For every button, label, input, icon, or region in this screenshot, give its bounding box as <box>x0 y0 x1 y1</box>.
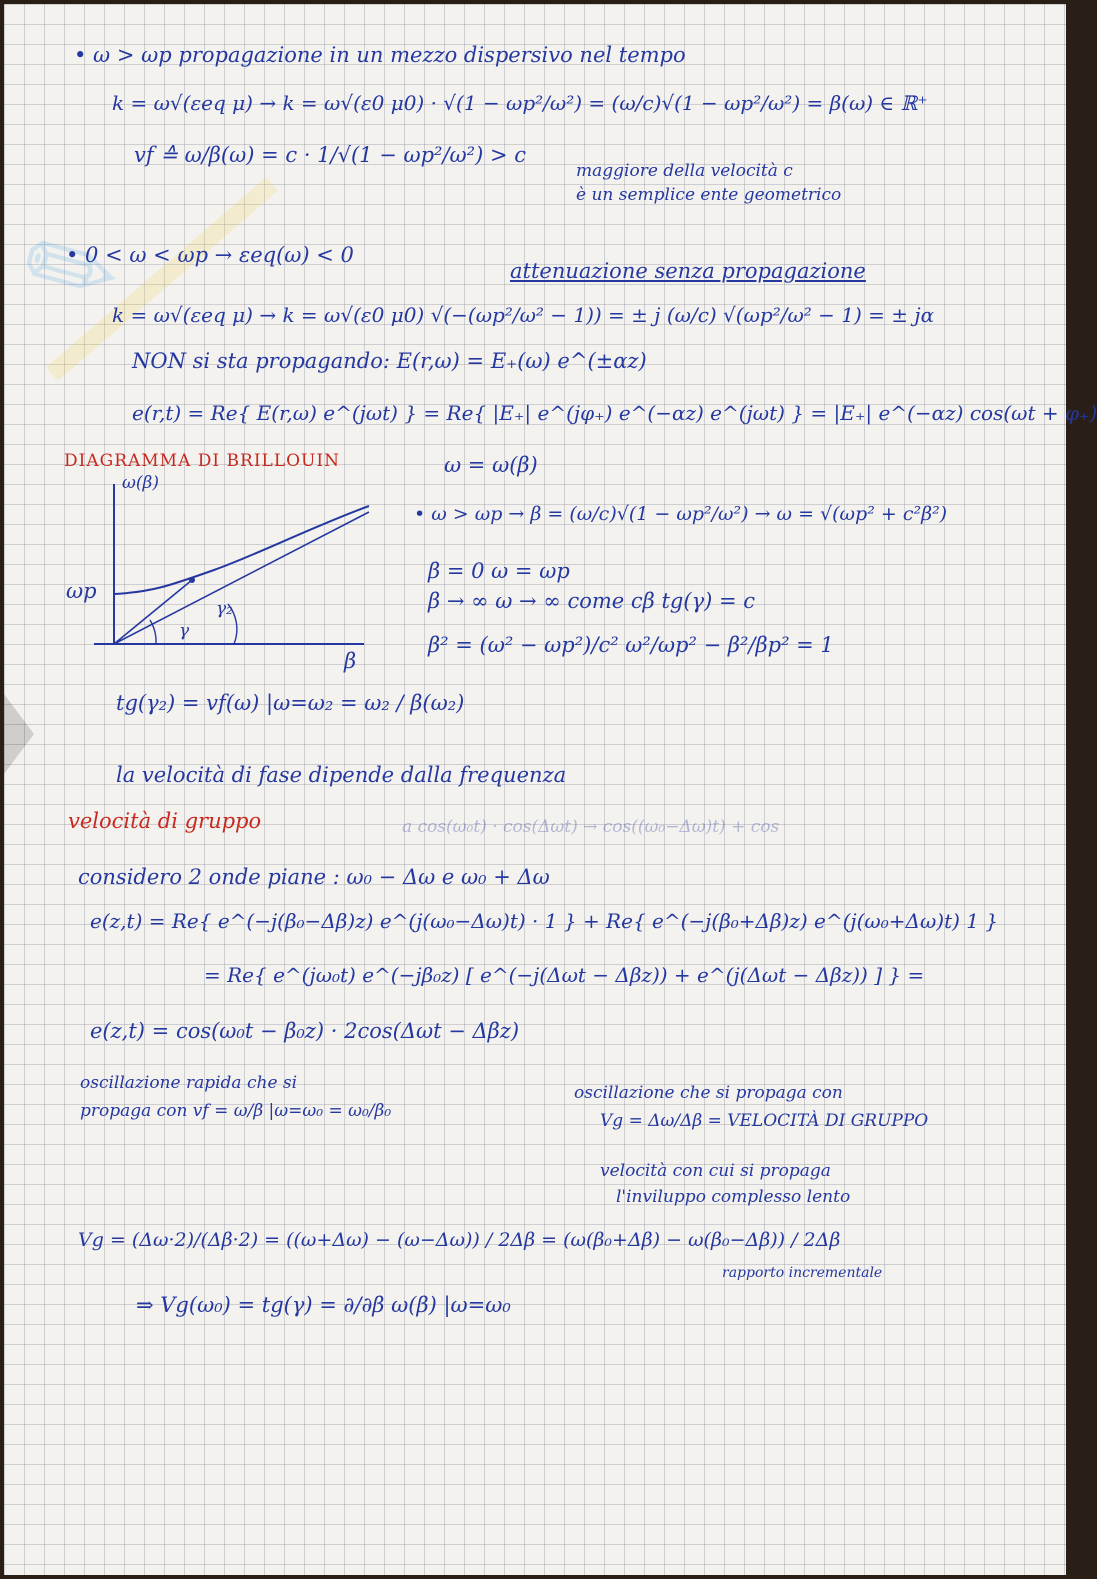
line-22b: l'inviluppo complesso lento <box>616 1187 851 1207</box>
line-3-note-b: è un semplice ente geometrico <box>576 185 842 205</box>
notebook-page <box>0 4 1097 1575</box>
line-21a: oscillazione che si propaga con <box>574 1083 843 1103</box>
section-title-brillouin: DIAGRAMMA DI BRILLOUIN <box>64 451 340 471</box>
line-7: e(r,t) = Re{ E(r,ω) e^(jωt) } = Re{ |E₊| e^(jφ₊) e^(−αz) e^(jωt) } = |E₊| e^(−αz) cos(ωt + φ₊) <box>132 401 1097 425</box>
binder-shadow <box>4 694 34 774</box>
curve-point <box>189 577 195 583</box>
line-12: β² = (ω² − ωp²)/c² ω²/ωp² − β²/βp² = 1 <box>428 633 834 657</box>
line-1: • ω > ωp propagazione in un mezzo dispersivo nel tempo <box>74 43 686 67</box>
line-15-faint: a cos(ω₀t) · cos(Δωt) → cos((ω₀−Δω)t) + cos <box>402 817 780 837</box>
line-10: β = 0 ω = ωp <box>428 559 570 583</box>
line-23-note: rapporto incrementale <box>722 1265 883 1281</box>
diagram-gamma2-label: γ₂ <box>216 599 233 619</box>
dispersion-curve <box>114 506 369 594</box>
brillouin-diagram <box>84 474 384 674</box>
line-21b: Vg = Δω/Δβ = VELOCITÀ DI GRUPPO <box>600 1111 929 1131</box>
line-22a: velocità con cui si propaga <box>600 1161 831 1181</box>
line-23: Vg = (Δω·2)/(Δβ·2) = ((ω+Δω) − (ω−Δω)) / 2Δβ = (ω(β₀+Δβ) − ω(β₀−Δβ)) / 2Δβ <box>78 1229 841 1251</box>
line-19: e(z,t) = cos(ω₀t − β₀z) · 2cos(Δωt − Δβz) <box>90 1019 520 1043</box>
line-11: β → ∞ ω → ∞ come cβ tg(γ) = c <box>428 589 756 613</box>
line-16: considero 2 onde piane : ω₀ − Δω e ω₀ + Δω <box>78 865 550 889</box>
line-17: e(z,t) = Re{ e^(−j(β₀−Δβ)z) e^(j(ω₀−Δω)t) · 1 } + Re{ e^(−j(β₀+Δβ)z) e^(j(ω₀+Δω)t) 1 } <box>90 909 999 933</box>
line-18: = Re{ e^(jω₀t) e^(−jβ₀z) [ e^(−j(Δωt − Δβz)) + e^(j(Δωt − Δβz)) ] } = <box>204 963 925 987</box>
diagram-x-label: β <box>344 649 357 673</box>
line-20b: propaga con vf = ω/β |ω=ω₀ = ω₀/β₀ <box>80 1101 392 1121</box>
line-2: k = ω√(εeq μ) → k = ω√(ε0 μ0) · √(1 − ωp²/ω²) = (ω/c)√(1 − ωp²/ω²) = β(ω) ∈ ℝ⁺ <box>112 91 928 115</box>
section-title-group-velocity: velocità di gruppo <box>68 809 262 833</box>
line-13: tg(γ₂) = vf(ω) |ω=ω₂ = ω₂ / β(ω₂) <box>116 691 465 715</box>
line-8-relation: ω = ω(β) <box>444 453 538 477</box>
svg-text:✎: ✎ <box>0 191 144 349</box>
line-4-note: attenuazione senza propagazione <box>510 259 866 283</box>
diagram-y-label: ω(β) <box>122 473 159 493</box>
diagram-wp-label: ωp <box>66 579 97 603</box>
line-4: • 0 < ω < ωp → εeq(ω) < 0 <box>66 243 354 267</box>
line-9: • ω > ωp → β = (ω/c)√(1 − ωp²/ω²) → ω = √(ωp² + c²β²) <box>414 503 948 525</box>
line-24: ⇒ Vg(ω₀) = tg(γ) = ∂/∂β ω(β) |ω=ω₀ <box>136 1293 511 1317</box>
line-5: k = ω√(εeq μ) → k = ω√(ε0 μ0) √(−(ωp²/ω² − 1)) = ± j (ω/c) √(ωp²/ω² − 1) = ± jα <box>112 303 935 327</box>
line-3-note-a: maggiore della velocità c <box>576 161 793 181</box>
line-20a: oscillazione rapida che si <box>80 1073 298 1093</box>
line-6: NON si sta propagando: E(r,ω) = E₊(ω) e^(±αz) <box>132 349 647 373</box>
line-3: vf ≙ ω/β(ω) = c · 1/√(1 − ωp²/ω²) > c <box>134 143 526 167</box>
diagram-gamma-label: γ <box>179 621 190 641</box>
watermark-logo-icon <box>0 144 292 414</box>
line-14: la velocità di fase dipende dalla frequenza <box>116 763 567 787</box>
